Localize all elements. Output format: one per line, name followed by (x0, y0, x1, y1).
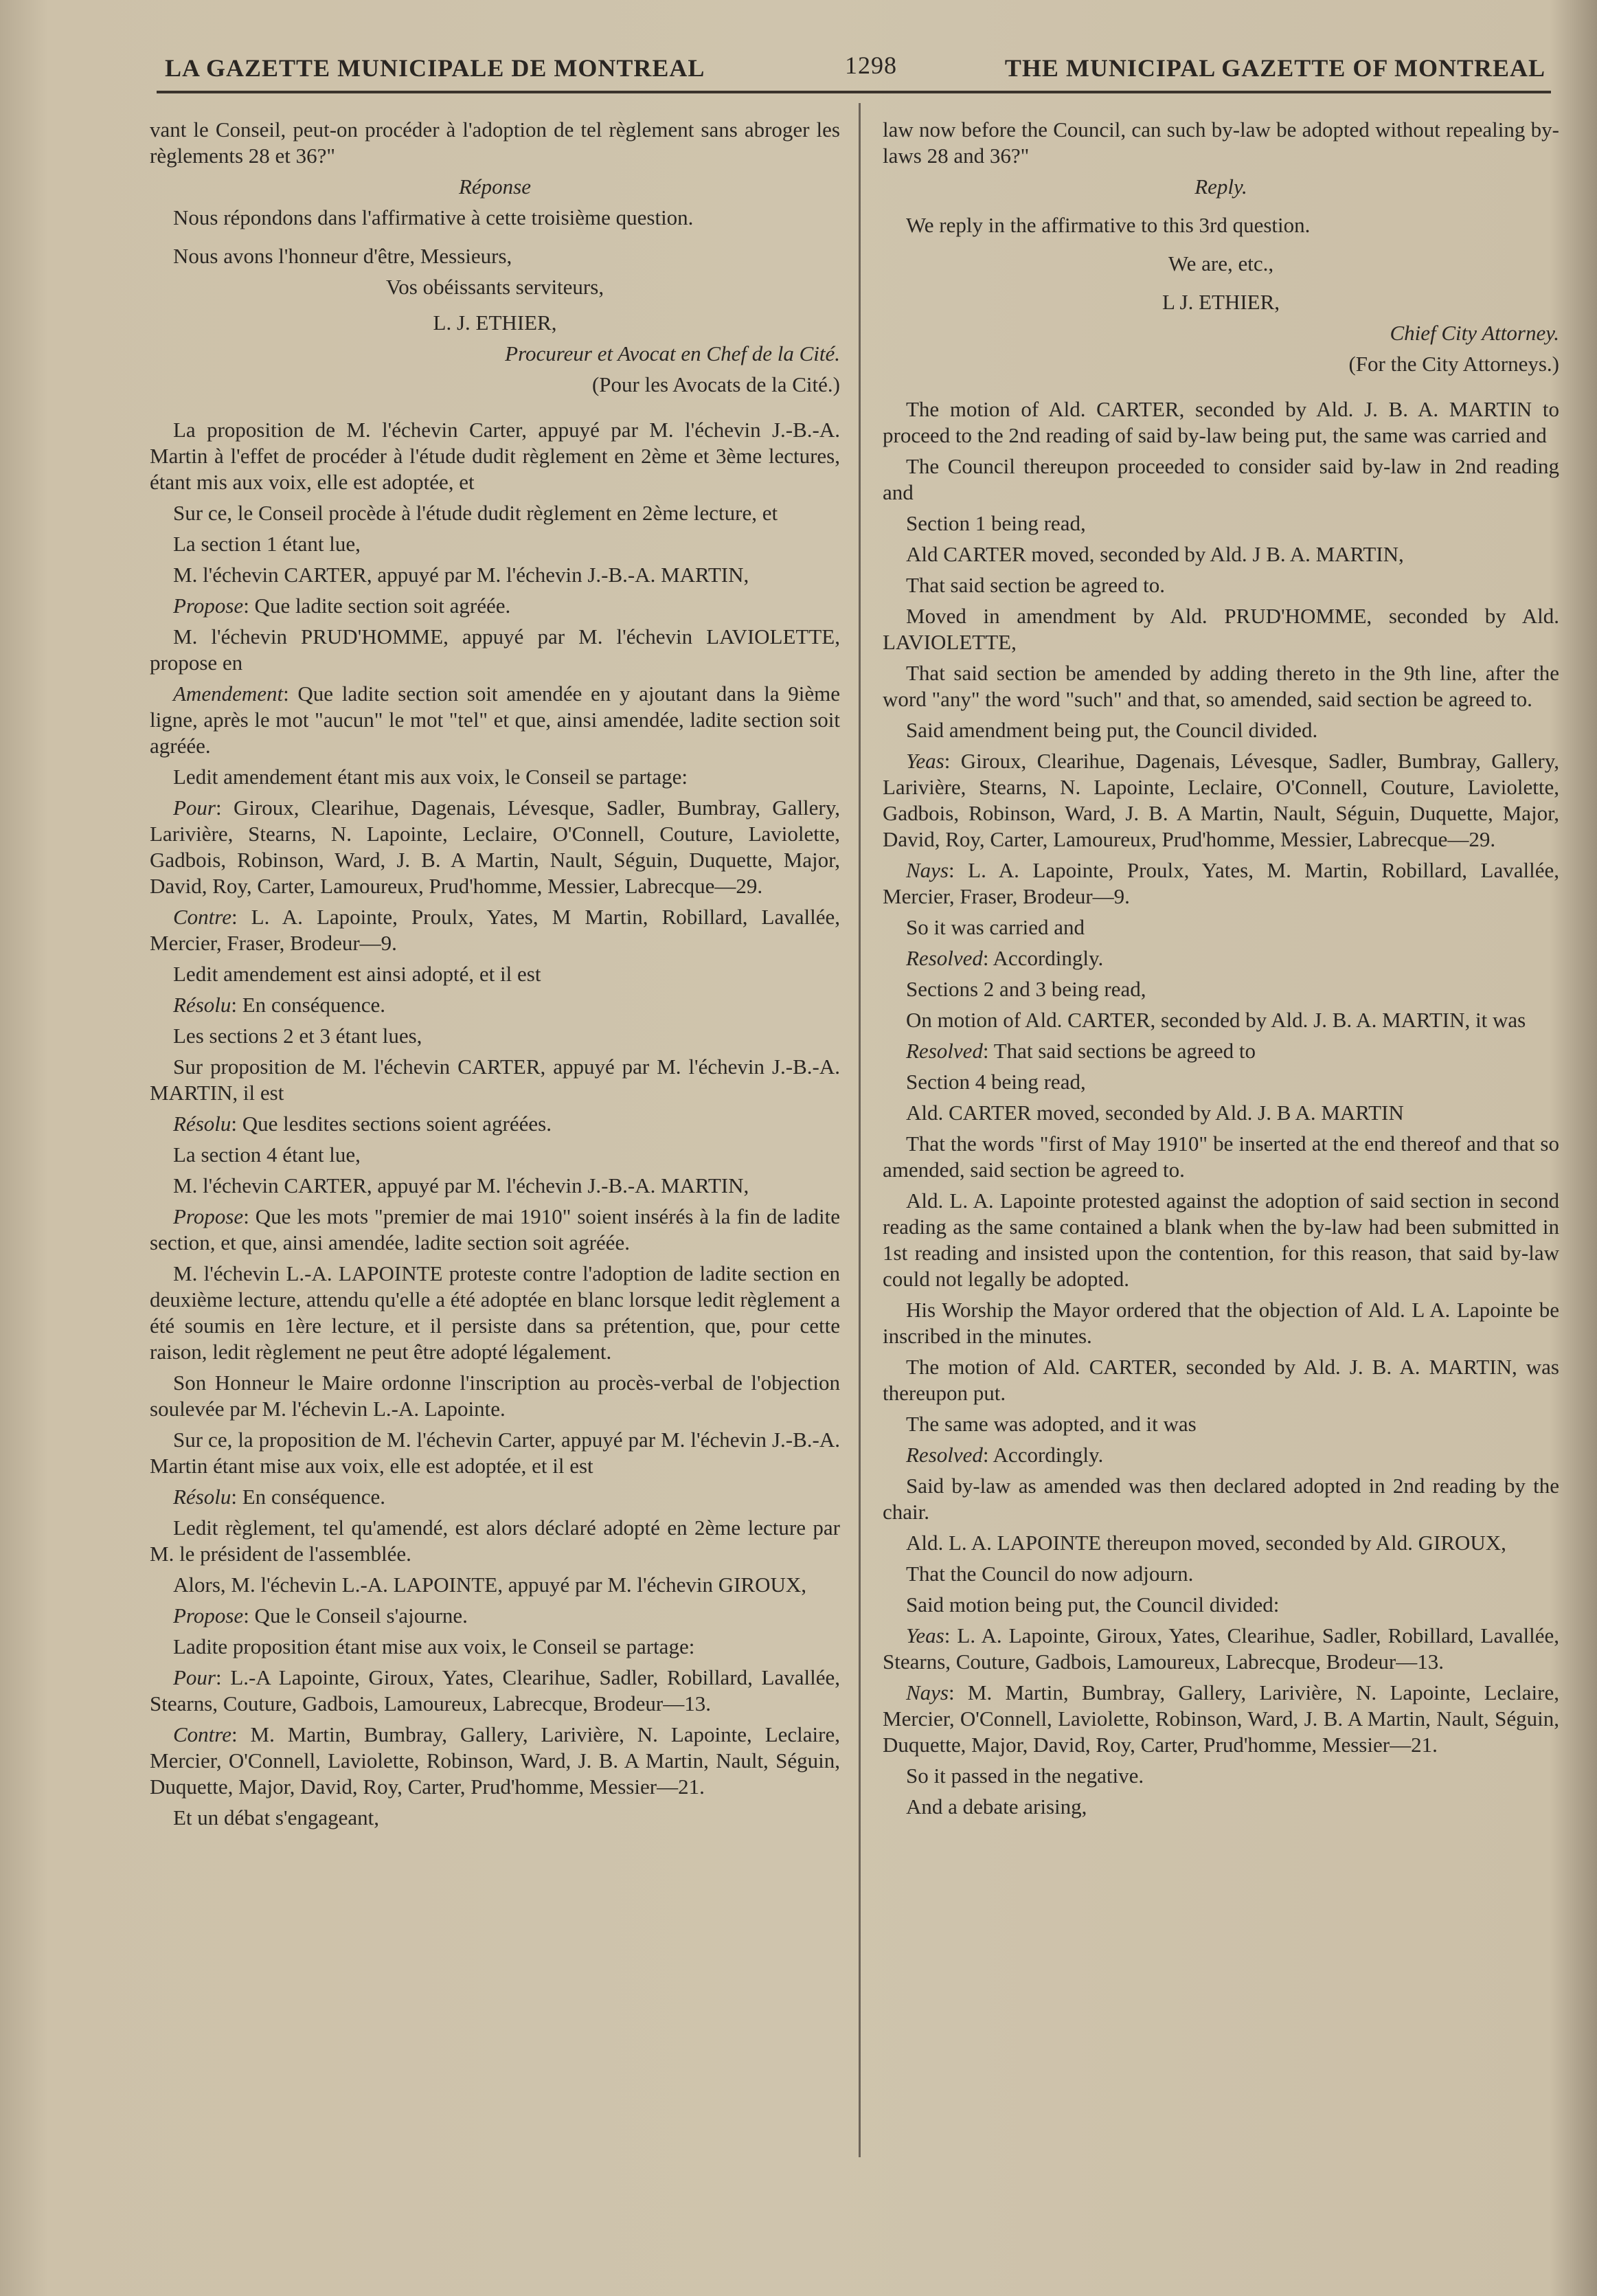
signer-subtitle: (For the City Attorneys.) (1348, 352, 1559, 376)
paragraph: M. l'échevin L.-A. LAPOINTE proteste contre l'adoption de ladite section en deuxième lecture, attendu qu'elle a été adoptée en blanc lorsque ledit règlement a été soumis en 1ère lecture, et il persiste dans sa prétention, que, pour cette raison, ledit règlement ne peut être adopté légalement. (150, 1261, 840, 1364)
resolution-label: Résolu (173, 1485, 231, 1509)
resolution-label: Propose (173, 594, 244, 618)
paragraph: M. l'échevin PRUD'HOMME, appuyé par M. l'échevin LAVIOLETTE, propose en (150, 624, 840, 675)
paragraph: Said amendment being put, the Council divided. (906, 718, 1318, 742)
signer-name: L J. ETHIER, (1162, 290, 1280, 314)
column-divider (859, 103, 861, 2157)
paragraph: Said by-law as amended was then declared adopted in 2nd reading by the chair. (883, 1474, 1559, 1524)
vote-label: Contre (173, 905, 231, 929)
signer-title: Procureur et Avocat en Chef de la Cité. (505, 341, 840, 365)
paragraph: That said section be agreed to. (906, 573, 1166, 597)
paragraph (150, 795, 840, 899)
paragraph: Ald. L. A. LAPOINTE thereupon moved, seconded by Ald. GIROUX, (906, 1531, 1506, 1555)
french-column (150, 117, 840, 1836)
vote-label: Yeas (906, 749, 944, 773)
signer-subtitle: (Pour les Avocats de la Cité.) (591, 372, 840, 396)
vote-list: : M. Martin, Bumbray, Gallery, Larivière, N. Lapointe, Leclaire, Mercier, O'Connell, Laviolette, Robinson, Ward, J. B. A Martin, Nault, Séguin, Duquette, Major, David, Roy, Carter, Prud'homme, Messier—21. (883, 1680, 1559, 1757)
paragraph: Section 1 being read, (906, 511, 1086, 535)
page-header (165, 48, 1545, 89)
paragraph: The same was adopted, and it was (906, 1412, 1197, 1436)
paragraph: The motion of Ald. CARTER, seconded by Ald. J. B. A. MARTIN, was thereupon put. (883, 1355, 1559, 1405)
vote-list: : L. A. Lapointe, Giroux, Yates, Clearihue, Sadler, Robillard, Lavallée, Stearns, Couture, Gadbois, Lamoureux, Labrecque, Brodeur—13. (883, 1623, 1559, 1674)
vote-list: : L. A. Lapointe, Proulx, Yates, M. Martin, Robillard, Lavallée, Mercier, Fraser, Brodeur—9. (883, 858, 1559, 908)
paragraph: Les sections 2 et 3 étant lues, (173, 1024, 422, 1048)
paragraph: Ald. CARTER moved, seconded by Ald. J. B A. MARTIN (906, 1101, 1404, 1125)
paragraph: Son Honneur le Maire ordonne l'inscription au procès-verbal de l'objection soulevée par M. l'échevin L.-A. Lapointe. (150, 1371, 840, 1421)
paragraph (150, 1603, 840, 1629)
paragraph (883, 1680, 1559, 1758)
paragraph (883, 748, 1559, 853)
paragraph: La proposition de M. l'échevin Carter, appuyé par M. l'échevin J.-B.-A. Martin à l'effet de procéder à l'étude dudit règlement en 2ème et 3ème lectures, étant mis aux voix, elle est adoptée, et (150, 418, 840, 494)
vote-label: Contre (173, 1722, 231, 1746)
resolution-label: Resolved (906, 1039, 983, 1063)
resolution-label: Résolu (173, 1112, 231, 1136)
paragraph (883, 945, 1559, 971)
resolution-text: : Que ladite section soit agréée. (243, 594, 511, 618)
paragraph (150, 1111, 840, 1137)
vote-list: : M. Martin, Bumbray, Gallery, Larivière, N. Lapointe, Leclaire, Mercier, O'Connell, Laviolette, Robinson, Ward, J. B. A Martin, Nault, Séguin, Duquette, Major, David, Roy, Carter, Prud'homme, Messier—21. (150, 1722, 840, 1799)
paragraph: law now before the Council, can such by-law be adopted without repealing by-laws 28 and 36?" (883, 117, 1559, 168)
paragraph: Sur proposition de M. l'échevin CARTER, appuyé par M. l'échevin J.-B.-A. MARTIN, il est (150, 1055, 840, 1105)
paragraph (883, 1038, 1559, 1064)
paragraph: Nous répondons dans l'affirmative à cette troisième question. (173, 205, 694, 229)
paragraph: Alors, M. l'échevin L.-A. LAPOINTE, appuyé par M. l'échevin GIROUX, (173, 1573, 807, 1597)
paragraph (150, 904, 840, 956)
signer-title: Chief City Attorney. (1390, 321, 1559, 345)
resolution-text: : Que le Conseil s'ajourne. (243, 1603, 468, 1628)
resolution-text: : Accordingly. (982, 946, 1104, 970)
paragraph (150, 681, 840, 759)
paragraph (150, 1665, 840, 1717)
closing: Vos obéissants serviteurs, (385, 275, 604, 299)
signer-name: L. J. ETHIER, (433, 311, 557, 335)
paragraph: Ledit règlement, tel qu'amendé, est alors déclaré adopté en 2ème lecture par M. le président de l'assemblée. (150, 1516, 840, 1566)
paragraph: vant le Conseil, peut-on procéder à l'adoption de tel règlement sans abroger les règlements 28 et 36?" (150, 117, 840, 168)
section-heading: Reply. (1194, 175, 1247, 199)
paragraph: That the Council do now adjourn. (906, 1562, 1194, 1586)
resolution-text: : Accordingly. (982, 1443, 1104, 1467)
paragraph: So it was carried and (906, 915, 1085, 939)
header-title-english: THE MUNICIPAL GAZETTE OF MONTREAL (1004, 54, 1545, 82)
paragraph: The Council thereupon proceeded to consider said by-law in 2nd reading and (883, 454, 1559, 504)
paragraph: Ald. L. A. Lapointe protested against the adoption of said section in second reading as the same contained a blank when the by-law had been submitted in 1st reading and insisted upon the contention, for this reason, that said by-law could not legally be adopted. (883, 1189, 1559, 1291)
paragraph: M. l'échevin CARTER, appuyé par M. l'échevin J.-B.-A. MARTIN, (173, 563, 749, 587)
paragraph: Et un débat s'engageant, (173, 1805, 379, 1830)
paragraph: Said motion being put, the Council divided: (906, 1592, 1280, 1617)
closing: We are, etc., (1168, 251, 1274, 275)
paragraph: So it passed in the negative. (906, 1764, 1144, 1788)
paragraph: Section 4 being read, (906, 1070, 1086, 1094)
resolution-label: Amendement (173, 682, 284, 706)
section-heading: Réponse (458, 175, 532, 199)
paragraph: Sections 2 and 3 being read, (906, 977, 1146, 1001)
vote-label: Pour (173, 1665, 216, 1689)
paragraph: Ald CARTER moved, seconded by Ald. J B. A. MARTIN, (906, 542, 1404, 566)
paragraph (883, 1442, 1559, 1468)
page-number: 1298 (845, 52, 897, 79)
resolution-label: Resolved (906, 1443, 983, 1467)
paragraph: The motion of Ald. CARTER, seconded by Ald. J. B. A. MARTIN to proceed to the 2nd reading of said by-law being put, the same was carried and (883, 397, 1559, 447)
paragraph (150, 1484, 840, 1510)
resolution-label: Resolved (906, 946, 983, 970)
vote-label: Pour (173, 796, 216, 820)
resolution-label: Propose (173, 1603, 244, 1628)
paragraph: That said section be amended by adding thereto in the 9th line, after the word "any" the word "such" and that, so amended, said section be agreed to. (883, 661, 1559, 711)
resolution-label: Propose (173, 1204, 244, 1228)
vote-list: : L.-A Lapointe, Giroux, Yates, Clearihue, Sadler, Robillard, Lavallée, Stearns, Couture, Gadbois, Lamoureux, Labrecque, Brodeur—13. (150, 1665, 840, 1715)
paragraph: We reply in the affirmative to this 3rd question. (906, 213, 1311, 237)
paragraph (883, 1623, 1559, 1675)
header-rule (157, 91, 1551, 93)
paragraph: And a debate arising, (906, 1794, 1087, 1819)
paragraph: La section 4 étant lue, (173, 1143, 361, 1167)
paragraph (150, 593, 840, 619)
paragraph (150, 992, 840, 1018)
paragraph (150, 1204, 840, 1256)
vote-label: Nays (906, 858, 949, 882)
resolution-text: : That said sections be agreed to (982, 1039, 1256, 1063)
vote-label: Yeas (906, 1623, 944, 1647)
paragraph (883, 857, 1559, 910)
resolution-text: : Que lesdites sections soient agréées. (231, 1112, 552, 1136)
paragraph: Moved in amendment by Ald. PRUD'HOMME, seconded by Ald. LAVIOLETTE, (883, 604, 1559, 654)
vote-list: : Giroux, Clearihue, Dagenais, Lévesque, Sadler, Bumbray, Gallery, Larivière, Stearns, N. Lapointe, Leclaire, O'Connell, Couture, Laviolette, Gadbois, Robinson, Ward, J. B. A Martin, Nault, Séguin, Duquette, Major, David, Roy, Carter, Lamoureux, Prud'homme, Messier, Labrecque—29. (150, 796, 840, 898)
paragraph: Sur ce, le Conseil procède à l'étude dudit règlement en 2ème lecture, et (173, 501, 778, 525)
paragraph: Ledit amendement étant mis aux voix, le Conseil se partage: (173, 765, 688, 789)
paragraph: Ladite proposition étant mise aux voix, le Conseil se partage: (173, 1634, 695, 1658)
header-title-french: LA GAZETTE MUNICIPALE DE MONTREAL (165, 54, 705, 82)
resolution-text: : En conséquence. (231, 1485, 386, 1509)
paragraph: Sur ce, la proposition de M. l'échevin Carter, appuyé par M. l'échevin J.-B.-A. Martin étant mise aux voix, elle est adoptée, et il est (150, 1428, 840, 1478)
english-column (883, 117, 1559, 1825)
paragraph: Nous avons l'honneur d'être, Messieurs, (173, 244, 512, 268)
paragraph (150, 1722, 840, 1800)
vote-list: : Giroux, Clearihue, Dagenais, Lévesque, Sadler, Bumbray, Gallery, Larivière, Stearns, N. Lapointe, Leclaire, O'Connell, Couture, Laviolette, Gadbois, Robinson, Ward, J. B. A Martin, Nault, Séguin, Duquette, Major, David, Roy, Carter, Lamoureux, Prud'homme, Messier, Labrecque—29. (883, 749, 1559, 851)
resolution-label: Résolu (173, 993, 231, 1017)
resolution-text: : Que les mots "premier de mai 1910" soient insérés à la fin de ladite section, et que, ainsi amendée, ladite section soit agréée. (150, 1204, 840, 1254)
paragraph: Ledit amendement est ainsi adopté, et il est (173, 962, 541, 986)
paragraph: La section 1 étant lue, (173, 532, 361, 556)
resolution-text: : En conséquence. (231, 993, 386, 1017)
paragraph: On motion of Ald. CARTER, seconded by Ald. J. B. A. MARTIN, it was (906, 1008, 1526, 1032)
paragraph: His Worship the Mayor ordered that the objection of Ald. L A. Lapointe be inscribed in the minutes. (883, 1298, 1559, 1348)
vote-label: Nays (906, 1680, 949, 1704)
paragraph: That the words "first of May 1910" be inserted at the end thereof and that so amended, said section be agreed to. (883, 1132, 1559, 1182)
resolution-text: : Que ladite section soit amendée en y ajoutant dans la 9ième ligne, après le mot "aucun" le mot "tel" et que, ainsi amendée, ladite section soit agréée. (150, 682, 840, 758)
paragraph: M. l'échevin CARTER, appuyé par M. l'échevin J.-B.-A. MARTIN, (173, 1173, 749, 1197)
vote-list: : L. A. Lapointe, Proulx, Yates, M Martin, Robillard, Lavallée, Mercier, Fraser, Brodeur—9. (150, 905, 840, 955)
